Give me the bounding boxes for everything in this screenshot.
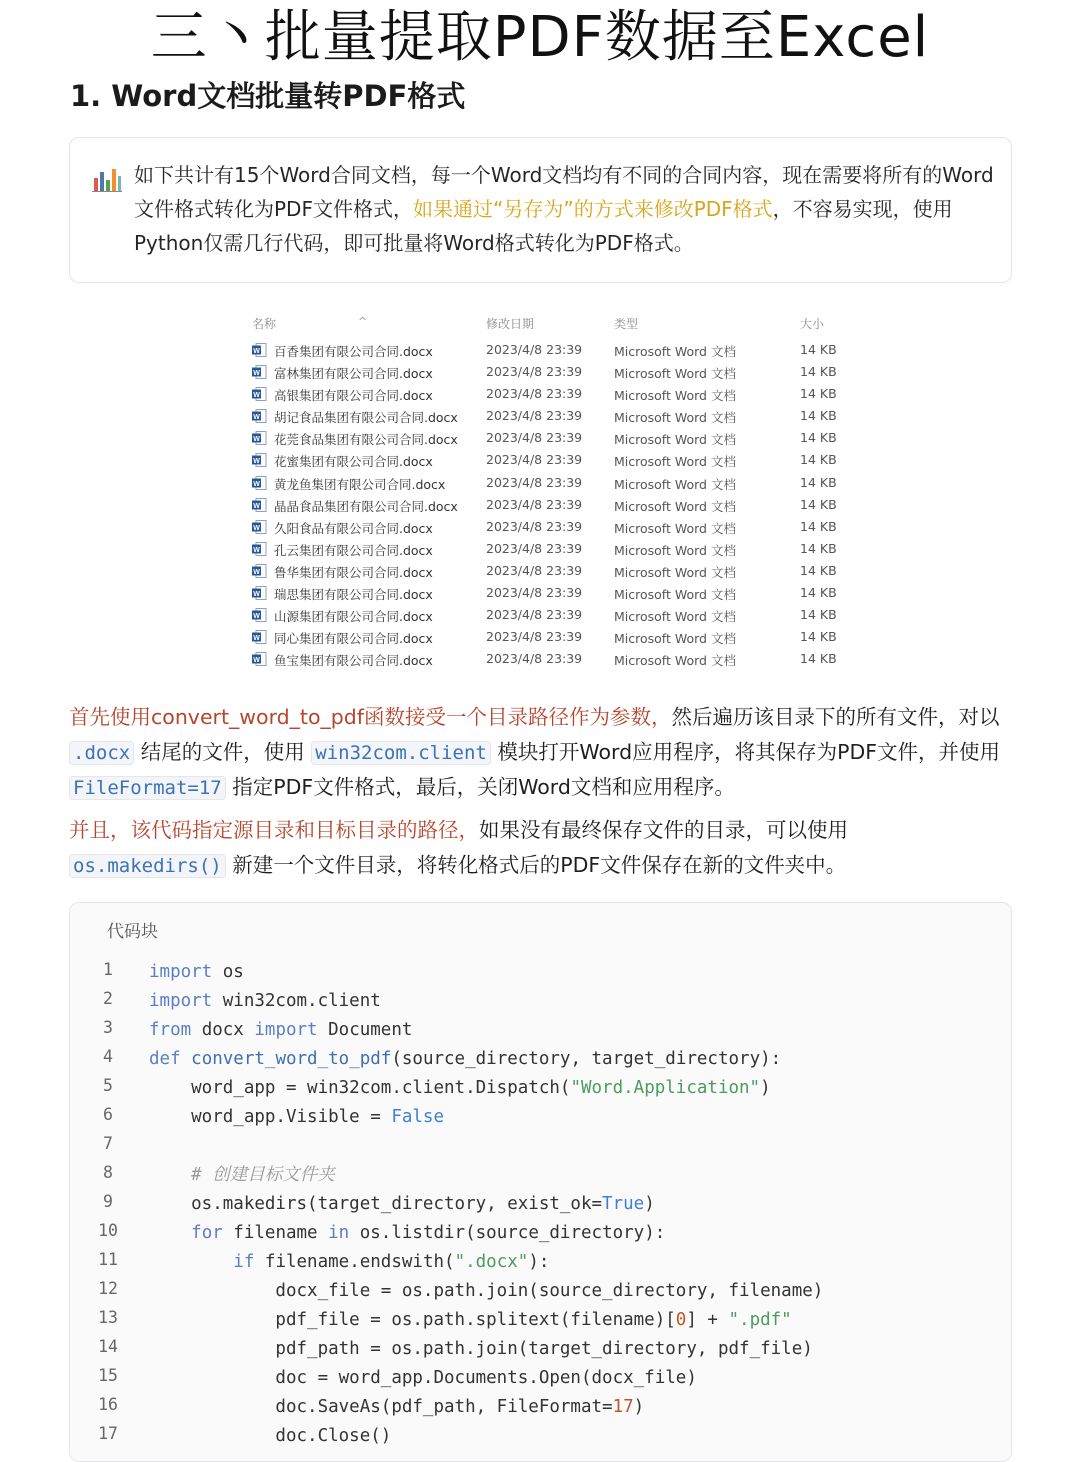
file-list (252, 312, 852, 670)
svg-text:W: W (253, 436, 260, 444)
file-name: 山源集团有限公司合同.docx (274, 609, 433, 625)
word-document-icon (252, 387, 267, 401)
file-name: 胡记食品集团有限公司合同.docx (274, 410, 458, 426)
code-line: 9 os.makedirs(target_directory, exist_ok=True) (70, 1190, 1011, 1219)
file-row[interactable] (252, 405, 852, 427)
file-date: 2023/4/8 23:39 (486, 629, 583, 645)
code-line: 16 doc.SaveAs(pdf_path, FileFormat=17) (70, 1393, 1011, 1422)
file-row[interactable] (252, 538, 852, 560)
svg-text:W: W (253, 347, 260, 355)
para-text: 然后遍历该目录下的所有文件，对以 (671, 705, 1000, 729)
file-row[interactable] (252, 648, 852, 670)
code-line: 5 word_app = win32com.client.Dispatch("Word.Application") (70, 1074, 1011, 1103)
file-type: Microsoft Word 文档 (614, 587, 736, 603)
file-name: 孔云集团有限公司合同.docx (274, 542, 433, 558)
file-size: 14 KB (800, 607, 837, 623)
file-size: 14 KB (800, 430, 837, 446)
callout-text-part: ，不容易实现，使用Python仅需几行代码，即可批量将Word格式转化为PDF格式。 (134, 197, 953, 255)
column-date[interactable]: 修改日期 (486, 317, 535, 331)
file-date: 2023/4/8 23:39 (486, 585, 583, 601)
file-size: 14 KB (800, 496, 837, 512)
code-block-label: 代码块 (107, 922, 158, 942)
file-date: 2023/4/8 23:39 (486, 518, 583, 534)
file-type: Microsoft Word 文档 (614, 498, 736, 514)
word-document-icon (252, 365, 267, 379)
file-size: 14 KB (800, 651, 837, 667)
file-date: 2023/4/8 23:39 (486, 452, 583, 468)
inline-code: FileFormat=17 (69, 776, 226, 800)
word-document-icon (252, 564, 267, 578)
file-row[interactable] (252, 361, 852, 383)
para-highlight: 并且，该代码指定源目录和目标目录的路径， (69, 818, 479, 842)
word-document-icon (252, 476, 267, 490)
svg-text:W: W (253, 612, 260, 620)
word-document-icon (252, 409, 267, 423)
file-row[interactable] (252, 383, 852, 405)
line-number: 13 (98, 1308, 118, 1327)
para-text: 结尾的文件，使用 (140, 739, 305, 764)
word-document-icon (252, 608, 267, 622)
code-line: 6 word_app.Visible = False (70, 1103, 1011, 1132)
file-name: 鲁华集团有限公司合同.docx (274, 564, 433, 580)
line-number: 5 (103, 1076, 113, 1095)
file-name: 高银集团有限公司合同.docx (274, 388, 433, 404)
file-name: 晶晶食品集团有限公司合同.docx (274, 498, 458, 514)
code-line: 1 import os (70, 958, 1011, 987)
file-date: 2023/4/8 23:39 (486, 496, 583, 512)
file-name: 花蜜集团有限公司合同.docx (274, 454, 433, 470)
code-line: 15 doc = word_app.Documents.Open(docx_file) (70, 1364, 1011, 1393)
word-document-icon (252, 520, 267, 534)
file-date: 2023/4/8 23:39 (486, 540, 583, 556)
inline-code: os.makedirs() (69, 854, 226, 878)
line-number: 9 (103, 1192, 113, 1211)
line-number: 15 (98, 1366, 118, 1385)
column-name[interactable]: 名称 (252, 317, 277, 331)
file-size: 14 KB (800, 364, 837, 380)
inline-code: .docx (69, 741, 134, 765)
file-row[interactable] (252, 560, 852, 582)
file-type: Microsoft Word 文档 (614, 454, 736, 470)
info-callout (69, 137, 1012, 283)
file-date: 2023/4/8 23:39 (486, 562, 583, 578)
code-line: 14 pdf_path = os.path.join(target_directory, pdf_file) (70, 1335, 1011, 1364)
code-line: 10 for filename in os.listdir(source_directory): (70, 1219, 1011, 1248)
file-size: 14 KB (800, 562, 837, 578)
section-heading: 1. Word文档批量转PDF格式 (70, 79, 466, 113)
file-date: 2023/4/8 23:39 (486, 651, 583, 667)
file-type: Microsoft Word 文档 (614, 432, 736, 448)
file-date: 2023/4/8 23:39 (486, 342, 583, 357)
file-type: Microsoft Word 文档 (614, 653, 736, 669)
file-name: 富林集团有限公司合同.docx (274, 366, 433, 382)
file-date: 2023/4/8 23:39 (486, 364, 583, 380)
bar-chart-icon (92, 166, 122, 192)
line-number: 16 (98, 1395, 118, 1414)
file-row[interactable] (252, 604, 852, 626)
callout-highlight: 如果通过“另存为”的方式来修改PDF格式 (412, 197, 773, 221)
file-name: 久阳食品有限公司合同.docx (274, 520, 433, 536)
file-name: 瑞思集团有限公司合同.docx (274, 587, 433, 603)
svg-text:W: W (253, 657, 260, 665)
file-date: 2023/4/8 23:39 (486, 474, 583, 490)
file-name: 鱼宝集团有限公司合同.docx (274, 653, 433, 669)
para-text: 模块打开Word应用程序，将其保存为PDF文件，并使用 (497, 739, 1001, 764)
line-number: 17 (98, 1424, 118, 1443)
code-line: 13 pdf_file = os.path.splitext(filename)[0] + ".pdf" (70, 1306, 1011, 1335)
file-type: Microsoft Word 文档 (614, 564, 736, 580)
file-size: 14 KB (800, 518, 837, 534)
svg-text:W: W (253, 502, 260, 510)
file-date: 2023/4/8 23:39 (486, 607, 583, 623)
sort-arrow-icon: ^ (358, 315, 368, 328)
file-row[interactable] (252, 626, 852, 648)
line-number: 2 (103, 989, 113, 1008)
line-number: 12 (98, 1279, 118, 1298)
code-line: 12 docx_file = os.path.join(source_directory, filename) (70, 1277, 1011, 1306)
code-line: 4 def convert_word_to_pdf(source_directory, target_directory): (70, 1045, 1011, 1074)
svg-text:W: W (253, 414, 260, 422)
word-document-icon (252, 542, 267, 556)
file-size: 14 KB (800, 386, 837, 402)
svg-text:W: W (253, 635, 260, 643)
line-number: 11 (98, 1250, 118, 1269)
file-type: Microsoft Word 文档 (614, 542, 736, 558)
word-document-icon (252, 343, 267, 357)
line-number: 14 (98, 1337, 118, 1356)
code-line: 3 from docx import Document (70, 1016, 1011, 1045)
line-number: 6 (103, 1105, 113, 1124)
line-number: 1 (103, 960, 113, 979)
code-line: 17 doc.Close() (70, 1422, 1011, 1451)
file-row[interactable] (252, 449, 852, 471)
code-line (70, 1132, 1011, 1161)
line-number: 3 (103, 1018, 113, 1037)
column-size[interactable]: 大小 (800, 317, 825, 331)
file-name: 同心集团有限公司合同.docx (274, 631, 433, 647)
code-line: 2 import win32com.client (70, 987, 1011, 1016)
code-lines (70, 958, 1011, 1451)
svg-text:W: W (253, 369, 260, 377)
callout-text (134, 158, 994, 260)
file-row[interactable] (252, 582, 852, 604)
column-type[interactable]: 类型 (614, 317, 639, 331)
file-type: Microsoft Word 文档 (614, 388, 736, 404)
file-row[interactable] (252, 339, 852, 361)
file-row[interactable] (252, 516, 852, 538)
file-size: 14 KB (800, 408, 837, 424)
file-type: Microsoft Word 文档 (614, 366, 736, 382)
svg-text:W: W (253, 480, 260, 488)
file-row[interactable] (252, 427, 852, 449)
file-size: 14 KB (800, 540, 837, 556)
svg-text:W: W (253, 391, 260, 399)
para-text: 指定PDF文件格式，最后，关闭Word文档和应用程序。 (232, 775, 735, 799)
line-number: 8 (103, 1163, 113, 1182)
word-document-icon (252, 652, 267, 666)
para-text: 如果没有最终保存文件的目录，可以使用 (479, 818, 848, 842)
word-document-icon (252, 630, 267, 644)
paragraph-1 (69, 700, 1014, 806)
svg-text:W: W (253, 568, 260, 576)
svg-text:W: W (253, 524, 260, 532)
file-row[interactable] (252, 472, 852, 494)
word-document-icon (252, 498, 267, 512)
callout-text-part: 如下共计有15个Word合同文档，每一个Word文档均有不同的合同内容，现在需要将所有的Word文件格式转化为PDF文件格式， (134, 163, 994, 221)
page-title: 三丶批量提取PDF数据至Excel (150, 5, 930, 70)
line-number: 10 (98, 1221, 118, 1240)
file-size: 14 KB (800, 629, 837, 645)
svg-text:W: W (253, 458, 260, 466)
file-size: 14 KB (800, 585, 837, 601)
svg-text:W: W (253, 590, 260, 598)
file-name: 黄龙鱼集团有限公司合同.docx (274, 476, 446, 492)
file-size: 14 KB (800, 452, 837, 468)
file-size: 14 KB (800, 474, 837, 490)
para-highlight: 首先使用convert_word_to_pdf函数接受一个目录路径作为参数， (69, 705, 672, 729)
word-document-icon (252, 586, 267, 600)
file-date: 2023/4/8 23:39 (486, 386, 583, 402)
line-number: 4 (103, 1047, 113, 1066)
file-date: 2023/4/8 23:39 (486, 408, 583, 424)
code-line: 8 # 创建目标文件夹 (70, 1161, 1011, 1190)
file-type: Microsoft Word 文档 (614, 609, 736, 625)
line-number: 7 (103, 1134, 113, 1153)
word-document-icon (252, 453, 267, 467)
file-list-header (252, 312, 852, 339)
file-type: Microsoft Word 文档 (614, 476, 736, 492)
para-text: 新建一个文件目录，将转化格式后的PDF文件保存在新的文件夹中。 (232, 852, 847, 877)
file-type: Microsoft Word 文档 (614, 410, 736, 426)
file-type: Microsoft Word 文档 (614, 631, 736, 647)
file-name: 花莞食品集团有限公司合同.docx (274, 432, 458, 448)
inline-code: win32com.client (311, 741, 491, 765)
file-type: Microsoft Word 文档 (614, 520, 736, 536)
file-date: 2023/4/8 23:39 (486, 430, 583, 446)
file-name: 百香集团有限公司合同.docx (274, 344, 433, 359)
code-line: 11 if filename.endswith(".docx"): (70, 1248, 1011, 1277)
svg-text:W: W (253, 546, 260, 554)
code-block (69, 902, 1012, 1462)
word-document-icon (252, 431, 267, 445)
file-row[interactable] (252, 494, 852, 516)
paragraph-2 (69, 813, 1014, 883)
file-size: 14 KB (800, 342, 837, 357)
file-type: Microsoft Word 文档 (614, 344, 736, 359)
